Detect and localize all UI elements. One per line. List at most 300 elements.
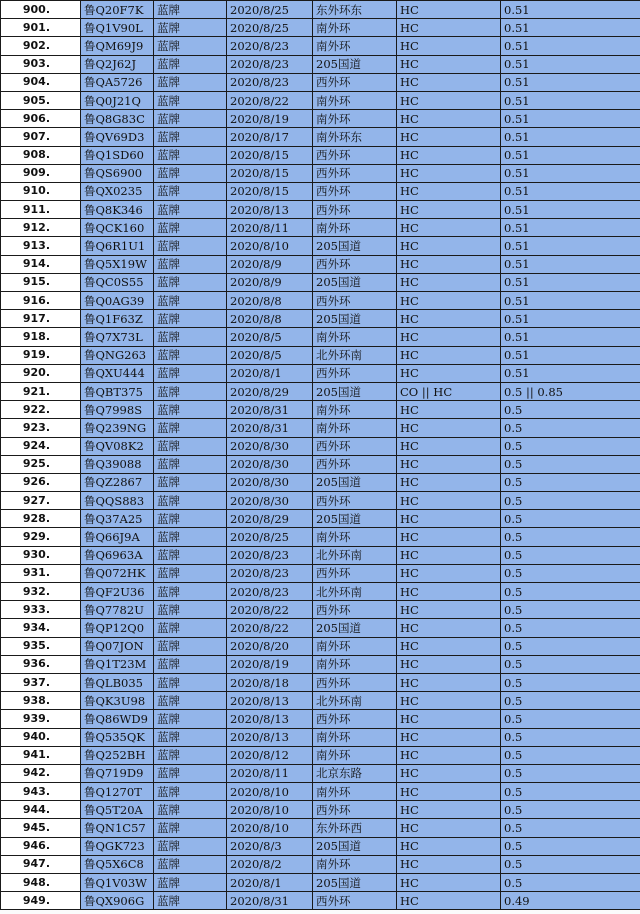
exceed-item: HC xyxy=(397,182,501,200)
exceed-item: HC xyxy=(397,292,501,310)
row-index: 949. xyxy=(1,892,81,910)
table-row xyxy=(1,237,640,255)
plate-color: 蓝牌 xyxy=(154,364,227,382)
plate-number: 鲁QLB035 xyxy=(81,673,154,691)
exceed-item: HC xyxy=(397,328,501,346)
record-date: 2020/8/22 xyxy=(227,619,313,637)
plate-color: 蓝牌 xyxy=(154,401,227,419)
plate-color: 蓝牌 xyxy=(154,91,227,109)
record-date: 2020/8/9 xyxy=(227,255,313,273)
table-row xyxy=(1,437,640,455)
exceed-item: HC xyxy=(397,528,501,546)
location: 南外环 xyxy=(313,637,397,655)
location: 西外环 xyxy=(313,73,397,91)
plate-color: 蓝牌 xyxy=(154,73,227,91)
plate-number: 鲁QP12Q0 xyxy=(81,619,154,637)
plate-number: 鲁QC0S55 xyxy=(81,273,154,291)
measured-value: 0.5 xyxy=(501,692,640,710)
exceed-item: HC xyxy=(397,419,501,437)
plate-number: 鲁Q239NG xyxy=(81,419,154,437)
table-row xyxy=(1,673,640,691)
row-index: 906. xyxy=(1,110,81,128)
plate-color: 蓝牌 xyxy=(154,637,227,655)
plate-number: 鲁QGK723 xyxy=(81,837,154,855)
row-index: 945. xyxy=(1,819,81,837)
exceed-item: HC xyxy=(397,164,501,182)
plate-color: 蓝牌 xyxy=(154,273,227,291)
exceed-item: HC xyxy=(397,601,501,619)
plate-number: 鲁Q7X73L xyxy=(81,328,154,346)
table-row xyxy=(1,219,640,237)
measured-value: 0.5 xyxy=(501,583,640,601)
table-row xyxy=(1,273,640,291)
record-date: 2020/8/10 xyxy=(227,783,313,801)
table-row xyxy=(1,619,640,637)
location: 西外环 xyxy=(313,146,397,164)
plate-number: 鲁Q1T23M xyxy=(81,655,154,673)
table-body xyxy=(1,1,640,910)
plate-color: 蓝牌 xyxy=(154,55,227,73)
exceed-item: HC xyxy=(397,492,501,510)
table-row xyxy=(1,401,640,419)
plate-number: 鲁QS6900 xyxy=(81,164,154,182)
exceed-item: HC xyxy=(397,128,501,146)
record-date: 2020/8/20 xyxy=(227,637,313,655)
exceed-item: HC xyxy=(397,819,501,837)
measured-value: 0.51 xyxy=(501,37,640,55)
plate-color: 蓝牌 xyxy=(154,837,227,855)
row-index: 925. xyxy=(1,455,81,473)
plate-number: 鲁Q39088 xyxy=(81,455,154,473)
measured-value: 0.51 xyxy=(501,91,640,109)
measured-value: 0.5 xyxy=(501,637,640,655)
measured-value: 0.51 xyxy=(501,19,640,37)
record-date: 2020/8/2 xyxy=(227,855,313,873)
exceed-item: HC xyxy=(397,110,501,128)
exceed-item: HC xyxy=(397,637,501,655)
record-date: 2020/8/30 xyxy=(227,455,313,473)
exceed-item: HC xyxy=(397,710,501,728)
row-index: 942. xyxy=(1,764,81,782)
plate-number: 鲁Q719D9 xyxy=(81,764,154,782)
plate-number: 鲁Q37A25 xyxy=(81,510,154,528)
plate-color: 蓝牌 xyxy=(154,19,227,37)
table-row xyxy=(1,637,640,655)
record-date: 2020/8/1 xyxy=(227,874,313,892)
record-date: 2020/8/10 xyxy=(227,819,313,837)
exceed-item: HC xyxy=(397,237,501,255)
table-row xyxy=(1,292,640,310)
measured-value: 0.51 xyxy=(501,255,640,273)
table-row xyxy=(1,819,640,837)
exceed-item: HC xyxy=(397,655,501,673)
measured-value: 0.5 xyxy=(501,455,640,473)
row-index: 904. xyxy=(1,73,81,91)
plate-color: 蓝牌 xyxy=(154,473,227,491)
plate-color: 蓝牌 xyxy=(154,528,227,546)
table-row xyxy=(1,455,640,473)
row-index: 947. xyxy=(1,855,81,873)
measured-value: 0.5 xyxy=(501,419,640,437)
record-date: 2020/8/13 xyxy=(227,692,313,710)
plate-color: 蓝牌 xyxy=(154,673,227,691)
row-index: 914. xyxy=(1,255,81,273)
plate-color: 蓝牌 xyxy=(154,182,227,200)
exceed-item: HC xyxy=(397,837,501,855)
plate-number: 鲁QF2U36 xyxy=(81,583,154,601)
plate-color: 蓝牌 xyxy=(154,855,227,873)
plate-number: 鲁QX0235 xyxy=(81,182,154,200)
table-row xyxy=(1,110,640,128)
plate-number: 鲁QNG263 xyxy=(81,346,154,364)
row-index: 938. xyxy=(1,692,81,710)
measured-value: 0.5 xyxy=(501,874,640,892)
location: 西外环 xyxy=(313,201,397,219)
measured-value: 0.51 xyxy=(501,292,640,310)
location: 南外环 xyxy=(313,401,397,419)
plate-color: 蓝牌 xyxy=(154,874,227,892)
row-index: 924. xyxy=(1,437,81,455)
row-index: 920. xyxy=(1,364,81,382)
location: 南外环 xyxy=(313,746,397,764)
table-row xyxy=(1,601,640,619)
table-row xyxy=(1,382,640,400)
record-date: 2020/8/5 xyxy=(227,346,313,364)
plate-color: 蓝牌 xyxy=(154,728,227,746)
measured-value: 0.51 xyxy=(501,219,640,237)
measured-value: 0.51 xyxy=(501,182,640,200)
location: 205国道 xyxy=(313,837,397,855)
table-row xyxy=(1,128,640,146)
record-date: 2020/8/10 xyxy=(227,237,313,255)
record-date: 2020/8/19 xyxy=(227,655,313,673)
plate-number: 鲁QZ2867 xyxy=(81,473,154,491)
measured-value: 0.5 xyxy=(501,746,640,764)
table-row xyxy=(1,19,640,37)
record-date: 2020/8/23 xyxy=(227,583,313,601)
row-index: 923. xyxy=(1,419,81,437)
row-index: 929. xyxy=(1,528,81,546)
plate-number: 鲁Q1SD60 xyxy=(81,146,154,164)
plate-color: 蓝牌 xyxy=(154,164,227,182)
location: 西外环 xyxy=(313,601,397,619)
plate-color: 蓝牌 xyxy=(154,819,227,837)
measured-value: 0.51 xyxy=(501,1,640,19)
location: 205国道 xyxy=(313,619,397,637)
plate-number: 鲁Q252BH xyxy=(81,746,154,764)
plate-number: 鲁QK3U98 xyxy=(81,692,154,710)
plate-color: 蓝牌 xyxy=(154,510,227,528)
plate-number: 鲁QN1C57 xyxy=(81,819,154,837)
row-index: 946. xyxy=(1,837,81,855)
row-index: 926. xyxy=(1,473,81,491)
exceed-item: HC xyxy=(397,564,501,582)
exceed-item: HC xyxy=(397,746,501,764)
exceed-item: HC xyxy=(397,510,501,528)
record-date: 2020/8/31 xyxy=(227,419,313,437)
record-date: 2020/8/15 xyxy=(227,146,313,164)
row-index: 940. xyxy=(1,728,81,746)
measured-value: 0.51 xyxy=(501,128,640,146)
exceed-item: HC xyxy=(397,73,501,91)
location: 南外环 xyxy=(313,655,397,673)
plate-number: 鲁Q1270T xyxy=(81,783,154,801)
plate-color: 蓝牌 xyxy=(154,546,227,564)
plate-number: 鲁Q5X6C8 xyxy=(81,855,154,873)
plate-color: 蓝牌 xyxy=(154,328,227,346)
plate-number: 鲁Q0AG39 xyxy=(81,292,154,310)
record-date: 2020/8/29 xyxy=(227,510,313,528)
record-date: 2020/8/31 xyxy=(227,892,313,910)
measured-value: 0.5 xyxy=(501,673,640,691)
table-row xyxy=(1,492,640,510)
table-row xyxy=(1,728,640,746)
plate-number: 鲁QXU444 xyxy=(81,364,154,382)
record-date: 2020/8/23 xyxy=(227,564,313,582)
plate-number: 鲁Q535QK xyxy=(81,728,154,746)
exceed-item: HC xyxy=(397,546,501,564)
plate-color: 蓝牌 xyxy=(154,219,227,237)
plate-number: 鲁Q66J9A xyxy=(81,528,154,546)
measured-value: 0.5 xyxy=(501,801,640,819)
exceed-item: HC xyxy=(397,728,501,746)
plate-number: 鲁Q1V03W xyxy=(81,874,154,892)
row-index: 915. xyxy=(1,273,81,291)
table-row xyxy=(1,710,640,728)
record-date: 2020/8/30 xyxy=(227,492,313,510)
location: 西外环 xyxy=(313,182,397,200)
table-row xyxy=(1,255,640,273)
location: 205国道 xyxy=(313,510,397,528)
record-date: 2020/8/29 xyxy=(227,382,313,400)
table-row xyxy=(1,746,640,764)
location: 西外环 xyxy=(313,164,397,182)
plate-number: 鲁QA5726 xyxy=(81,73,154,91)
table-row xyxy=(1,892,640,910)
exceed-item: HC xyxy=(397,91,501,109)
row-index: 948. xyxy=(1,874,81,892)
exceed-item: HC xyxy=(397,583,501,601)
measured-value: 0.5 xyxy=(501,473,640,491)
location: 南外环 xyxy=(313,110,397,128)
table-row xyxy=(1,874,640,892)
row-index: 937. xyxy=(1,673,81,691)
exceed-item: HC xyxy=(397,692,501,710)
record-date: 2020/8/23 xyxy=(227,37,313,55)
row-index: 913. xyxy=(1,237,81,255)
location: 205国道 xyxy=(313,382,397,400)
location: 西外环 xyxy=(313,492,397,510)
location: 南外环 xyxy=(313,528,397,546)
plate-number: 鲁Q1F63Z xyxy=(81,310,154,328)
plate-number: 鲁QCK160 xyxy=(81,219,154,237)
location: 南外环 xyxy=(313,37,397,55)
location: 南外环 xyxy=(313,419,397,437)
location: 南外环 xyxy=(313,855,397,873)
measured-value: 0.51 xyxy=(501,346,640,364)
location: 205国道 xyxy=(313,237,397,255)
record-date: 2020/8/8 xyxy=(227,292,313,310)
table-row xyxy=(1,510,640,528)
plate-number: 鲁Q86WD9 xyxy=(81,710,154,728)
table-row xyxy=(1,764,640,782)
exceed-item: HC xyxy=(397,673,501,691)
exceed-item: HC xyxy=(397,764,501,782)
measured-value: 0.5 xyxy=(501,564,640,582)
record-date: 2020/8/15 xyxy=(227,164,313,182)
record-date: 2020/8/22 xyxy=(227,601,313,619)
row-index: 927. xyxy=(1,492,81,510)
measured-value: 0.51 xyxy=(501,164,640,182)
record-date: 2020/8/23 xyxy=(227,73,313,91)
record-date: 2020/8/25 xyxy=(227,1,313,19)
plate-color: 蓝牌 xyxy=(154,710,227,728)
plate-color: 蓝牌 xyxy=(154,746,227,764)
location: 南外环 xyxy=(313,783,397,801)
table-row xyxy=(1,473,640,491)
table-row xyxy=(1,146,640,164)
plate-number: 鲁QQS883 xyxy=(81,492,154,510)
table-row xyxy=(1,546,640,564)
plate-color: 蓝牌 xyxy=(154,110,227,128)
measured-value: 0.51 xyxy=(501,55,640,73)
plate-number: 鲁QX906G xyxy=(81,892,154,910)
location: 南外环东 xyxy=(313,128,397,146)
table-row xyxy=(1,655,640,673)
row-index: 922. xyxy=(1,401,81,419)
measured-value: 0.5 xyxy=(501,528,640,546)
record-date: 2020/8/23 xyxy=(227,55,313,73)
row-index: 909. xyxy=(1,164,81,182)
row-index: 931. xyxy=(1,564,81,582)
exceed-item: HC xyxy=(397,455,501,473)
table-row xyxy=(1,419,640,437)
plate-number: 鲁Q0J21Q xyxy=(81,91,154,109)
plate-color: 蓝牌 xyxy=(154,346,227,364)
exceed-item: HC xyxy=(397,401,501,419)
record-date: 2020/8/13 xyxy=(227,710,313,728)
record-date: 2020/8/13 xyxy=(227,201,313,219)
location: 西外环 xyxy=(313,255,397,273)
row-index: 918. xyxy=(1,328,81,346)
plate-number: 鲁Q07JON xyxy=(81,637,154,655)
table-row xyxy=(1,528,640,546)
location: 205国道 xyxy=(313,473,397,491)
location: 南外环 xyxy=(313,91,397,109)
exceed-item: HC xyxy=(397,310,501,328)
row-index: 932. xyxy=(1,583,81,601)
location: 东外环西 xyxy=(313,819,397,837)
plate-number: 鲁Q8G83C xyxy=(81,110,154,128)
record-date: 2020/8/9 xyxy=(227,273,313,291)
table-row xyxy=(1,855,640,873)
row-index: 933. xyxy=(1,601,81,619)
table-row xyxy=(1,364,640,382)
plate-color: 蓝牌 xyxy=(154,419,227,437)
measured-value: 0.51 xyxy=(501,310,640,328)
measured-value: 0.5 xyxy=(501,728,640,746)
exceed-item: HC xyxy=(397,855,501,873)
plate-number: 鲁Q6R1U1 xyxy=(81,237,154,255)
exceed-item: HC xyxy=(397,55,501,73)
row-index: 901. xyxy=(1,19,81,37)
measured-value: 0.51 xyxy=(501,110,640,128)
plate-color: 蓝牌 xyxy=(154,583,227,601)
location: 西外环 xyxy=(313,564,397,582)
plate-color: 蓝牌 xyxy=(154,764,227,782)
plate-number: 鲁Q2J62J xyxy=(81,55,154,73)
row-index: 908. xyxy=(1,146,81,164)
row-index: 917. xyxy=(1,310,81,328)
plate-color: 蓝牌 xyxy=(154,801,227,819)
plate-number: 鲁QM69J9 xyxy=(81,37,154,55)
plate-color: 蓝牌 xyxy=(154,564,227,582)
table-row xyxy=(1,583,640,601)
measured-value: 0.5 xyxy=(501,837,640,855)
location: 北外环南 xyxy=(313,546,397,564)
exceed-item: HC xyxy=(397,37,501,55)
record-date: 2020/8/25 xyxy=(227,528,313,546)
exceed-item: HC xyxy=(397,783,501,801)
measured-value: 0.5 xyxy=(501,655,640,673)
plate-number: 鲁QV08K2 xyxy=(81,437,154,455)
plate-color: 蓝牌 xyxy=(154,201,227,219)
plate-number: 鲁QBT375 xyxy=(81,382,154,400)
plate-number: 鲁Q7998S xyxy=(81,401,154,419)
location: 北外环南 xyxy=(313,346,397,364)
row-index: 928. xyxy=(1,510,81,528)
measured-value: 0.51 xyxy=(501,328,640,346)
record-date: 2020/8/18 xyxy=(227,673,313,691)
location: 205国道 xyxy=(313,55,397,73)
location: 北外环南 xyxy=(313,583,397,601)
location: 南外环 xyxy=(313,219,397,237)
row-index: 941. xyxy=(1,746,81,764)
plate-number: 鲁Q7782U xyxy=(81,601,154,619)
measured-value: 0.5 xyxy=(501,437,640,455)
table-row xyxy=(1,73,640,91)
location: 205国道 xyxy=(313,310,397,328)
record-date: 2020/8/23 xyxy=(227,546,313,564)
row-index: 911. xyxy=(1,201,81,219)
record-date: 2020/8/5 xyxy=(227,328,313,346)
table-row xyxy=(1,55,640,73)
plate-color: 蓝牌 xyxy=(154,128,227,146)
plate-color: 蓝牌 xyxy=(154,437,227,455)
plate-color: 蓝牌 xyxy=(154,492,227,510)
row-index: 930. xyxy=(1,546,81,564)
location: 205国道 xyxy=(313,874,397,892)
row-index: 919. xyxy=(1,346,81,364)
record-date: 2020/8/11 xyxy=(227,219,313,237)
row-index: 902. xyxy=(1,37,81,55)
plate-color: 蓝牌 xyxy=(154,1,227,19)
location: 西外环 xyxy=(313,710,397,728)
plate-color: 蓝牌 xyxy=(154,292,227,310)
location: 西外环 xyxy=(313,292,397,310)
plate-number: 鲁Q5T20A xyxy=(81,801,154,819)
row-index: 935. xyxy=(1,637,81,655)
plate-color: 蓝牌 xyxy=(154,455,227,473)
table-row xyxy=(1,164,640,182)
row-index: 905. xyxy=(1,91,81,109)
table-row xyxy=(1,182,640,200)
table-row xyxy=(1,564,640,582)
record-date: 2020/8/19 xyxy=(227,110,313,128)
record-date: 2020/8/31 xyxy=(227,401,313,419)
row-index: 939. xyxy=(1,710,81,728)
table-row xyxy=(1,201,640,219)
